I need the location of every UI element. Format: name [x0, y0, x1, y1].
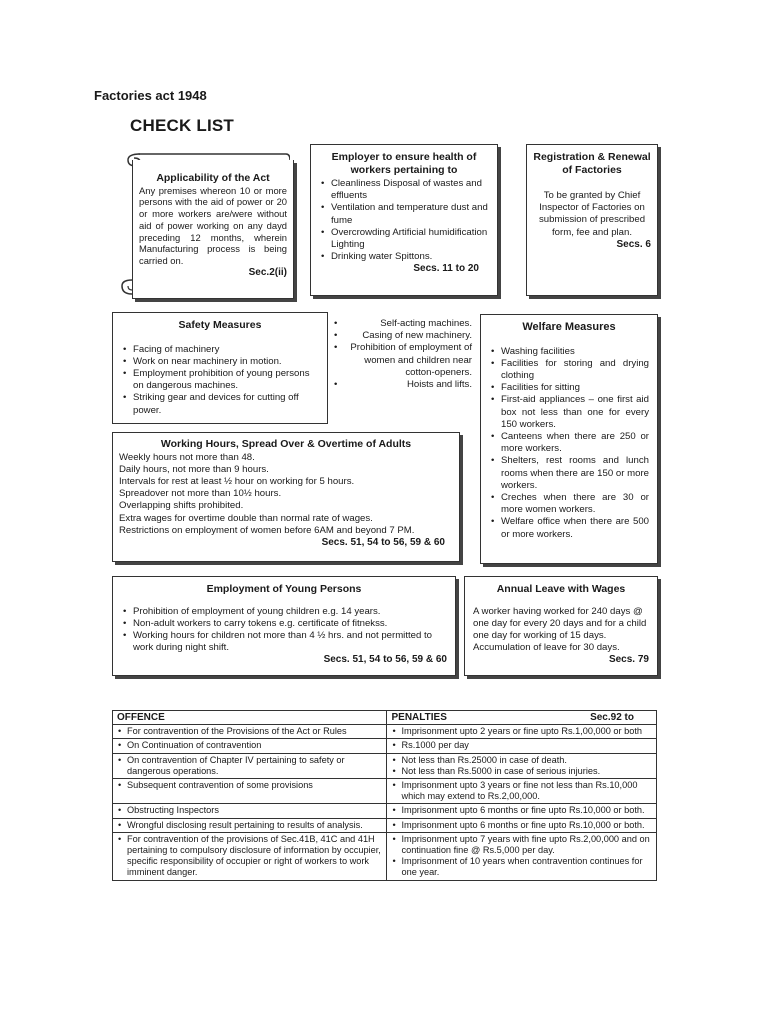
working-hours-sec: Secs. 51, 54 to 56, 59 & 60: [321, 536, 445, 548]
offence-text: • Subsequent contravention of some provisions: [127, 780, 382, 791]
registration-title-line2: of Factories: [562, 163, 622, 176]
health-sec: Secs. 11 to 20: [413, 263, 479, 275]
list-item: • Overcrowding Artificial humidification Lighting: [331, 227, 489, 251]
offence-text: • For contravention of the Provisions of the Act or Rules: [127, 726, 382, 737]
safety-left-panel: [112, 312, 328, 424]
table-row: [113, 753, 657, 778]
annual-leave-box: [464, 576, 658, 676]
health-box: [310, 144, 498, 296]
offence-header: OFFENCE: [113, 711, 387, 725]
penalty-cell: [387, 779, 657, 804]
registration-sec: Secs. 6: [616, 238, 651, 250]
list-item: • Striking gear and devices for cutting off power.: [133, 392, 319, 416]
working-hours-line: Restrictions on employment of women before 6AM and beyond 7 PM.: [119, 524, 415, 536]
list-item: • Facilities for storing and drying clothing: [501, 358, 649, 382]
applicability-scroll-box: [118, 152, 290, 297]
health-title-line2: workers pertaining to: [350, 163, 458, 176]
table-header-row: [113, 711, 657, 725]
offence-cell: [113, 739, 387, 753]
working-hours-title: Working Hours, Spread Over & Overtime of Adults: [160, 438, 412, 450]
welfare-title: Welfare Measures: [522, 321, 616, 333]
safety-right-panel: [328, 318, 478, 391]
list-item: • Non-adult workers to carry tokens e.g. certificate of fitnekss.: [133, 618, 447, 630]
applicability-content: [132, 160, 294, 299]
annual-leave-text: A worker having worked for 240 days @ one day for every 20 days and for a child one day for working of 15 days. Accumulation of leave for 30 days.: [473, 605, 647, 654]
list-item: • Shelters, rest rooms and lunch rooms when there are 150 or more workers.: [501, 455, 649, 492]
list-item: • First-aid appliances – one first aid box not less than one for every 150 workers.: [501, 394, 649, 431]
penalty-text: • Imprisonment of 10 years when contravention continues for one year.: [401, 856, 652, 878]
table-row: [113, 739, 657, 753]
table-row: [113, 818, 657, 832]
penalty-text: • Imprisonment upto 7 years with fine upto Rs.2,00,000 and on continuation fine @ Rs.5,000 per day.: [401, 834, 652, 856]
list-item: • Working hours for children not more than 4 ½ hrs. and not permitted to work during night shift.: [133, 630, 447, 654]
welfare-list: [489, 346, 649, 541]
applicability-text: Any premises whereon 10 or more persons with the aid of power or 20 or more workers are/were without aid of power working on any dayd preceding 12 months, wherein Manufacturing process is being carried on.: [139, 184, 287, 267]
penalties-sec: Sec.92 to: [590, 712, 634, 723]
list-item: • Drinking water Spittons.: [331, 251, 489, 263]
penalty-cell: [387, 725, 657, 739]
applicability-title: Applicability of the Act: [156, 172, 270, 184]
penalty-text: • Imprisonment upto 3 years or fine not less than Rs.10,000 which may extend to Rs.2,00,000.: [401, 780, 652, 802]
list-item: • Work on near machinery in motion.: [133, 356, 319, 368]
registration-box: [526, 144, 658, 296]
offence-text: • Obstructing Inspectors: [127, 805, 382, 816]
offence-cell: [113, 779, 387, 804]
young-persons-list: [121, 606, 447, 655]
table-row: [113, 832, 657, 880]
young-persons-title: Employment of Young Persons: [206, 583, 362, 595]
list-item: • Washing facilities: [501, 346, 649, 358]
table-row: [113, 804, 657, 818]
list-item: • Welfare office when there are 500 or more workers.: [501, 516, 649, 540]
penalty-text: • Rs.1000 per day: [401, 740, 652, 751]
health-list: [319, 178, 489, 263]
penalty-cell: [387, 804, 657, 818]
list-item: • Facing of machinery: [133, 344, 319, 356]
penalty-text: • Not less than Rs.25000 in case of death.: [401, 755, 652, 766]
working-hours-line: Overlapping shifts prohibited.: [119, 500, 244, 512]
working-hours-box: [112, 432, 460, 562]
list-item: • Creches when there are 30 or more women workers.: [501, 492, 649, 516]
working-hours-line: Spreadover not more than 10½ hours.: [119, 488, 282, 500]
health-title-line1: Employer to ensure health of: [331, 151, 477, 163]
offence-text: • On Continuation of contravention: [127, 740, 382, 751]
table-row: [113, 779, 657, 804]
offence-text: • For contravention of the provisions of Sec.41B, 41C and 41H pertaining to compulsory disclosure of information by occupier, specific responsibility of occupier or right of workers to work imminent danger.: [127, 834, 382, 879]
list-item: • Employment prohibition of young persons on dangerous machines.: [133, 368, 319, 392]
annual-leave-sec: Secs. 79: [608, 654, 649, 666]
list-item: • Hoists and lifts.: [344, 379, 472, 391]
working-hours-line: Extra wages for overtime double than normal rate of wages.: [119, 512, 373, 524]
penalty-cell: [387, 739, 657, 753]
working-hours-line: Intervals for rest at least ½ hour on working for 5 hours.: [119, 475, 355, 487]
registration-text: To be granted by Chief Inspector of Factories on submission of prescribed form, fee and plan.: [538, 190, 646, 238]
offence-cell: [113, 818, 387, 832]
penalty-text: • Imprisonment upto 6 months or fine upto Rs.10,000 or both.: [401, 820, 652, 831]
list-item: • Cleanliness Disposal of wastes and effluents: [331, 178, 489, 202]
annual-leave-title: Annual Leave with Wages: [496, 583, 626, 595]
working-hours-line: Daily hours, not more than 9 hours.: [119, 463, 269, 475]
registration-title-line1: Registration & Renewal: [533, 151, 651, 163]
penalty-cell: [387, 818, 657, 832]
list-item: • Ventilation and temperature dust and fume: [331, 202, 489, 226]
penalty-cell: [387, 753, 657, 778]
penalty-cell: [387, 832, 657, 880]
list-item: • Prohibition of employment of women and children near cotton-openers.: [344, 342, 472, 379]
list-item: • Facilities for sitting: [501, 382, 649, 394]
offence-text: • Wrongful disclosing result pertaining to results of analysis.: [127, 820, 382, 831]
list-item: • Self-acting machines.: [344, 318, 472, 330]
offence-cell: [113, 832, 387, 880]
welfare-box: [480, 314, 658, 564]
safety-title: Safety Measures: [178, 319, 262, 331]
offence-cell: [113, 804, 387, 818]
list-item: • Canteens when there are 250 or more workers.: [501, 431, 649, 455]
penalty-text: • Imprisonment upto 6 months or fine upto Rs.10,000 or both.: [401, 805, 652, 816]
penalty-text: • Imprisonment upto 2 years or fine upto Rs.1,00,000 or both: [401, 726, 652, 737]
list-item: • Prohibition of employment of young children e.g. 14 years.: [133, 606, 447, 618]
list-item: • Casing of new machinery.: [344, 330, 472, 342]
young-persons-sec: Secs. 51, 54 to 56, 59 & 60: [323, 654, 447, 666]
young-persons-box: [112, 576, 456, 676]
offence-cell: [113, 753, 387, 778]
checklist-title: CHECK LIST: [130, 116, 234, 135]
penalty-text: • Not less than Rs.5000 in case of serious injuries.: [401, 766, 652, 777]
penalties-header: PENALTIES: [391, 712, 447, 723]
document-title: Factories act 1948: [94, 88, 207, 103]
offence-cell: [113, 725, 387, 739]
working-hours-line: Weekly hours not more than 48.: [119, 451, 255, 463]
safety-box: [112, 312, 472, 424]
table-row: [113, 725, 657, 739]
offence-penalty-table: [112, 710, 657, 881]
safety-list-left: [121, 344, 319, 417]
safety-list-right: [328, 318, 472, 391]
penalties-header-cell: [387, 711, 657, 725]
applicability-sec: Sec.2(ii): [248, 267, 287, 279]
offence-text: • On contravention of Chapter IV pertaining to safety or dangerous operations.: [127, 755, 382, 777]
